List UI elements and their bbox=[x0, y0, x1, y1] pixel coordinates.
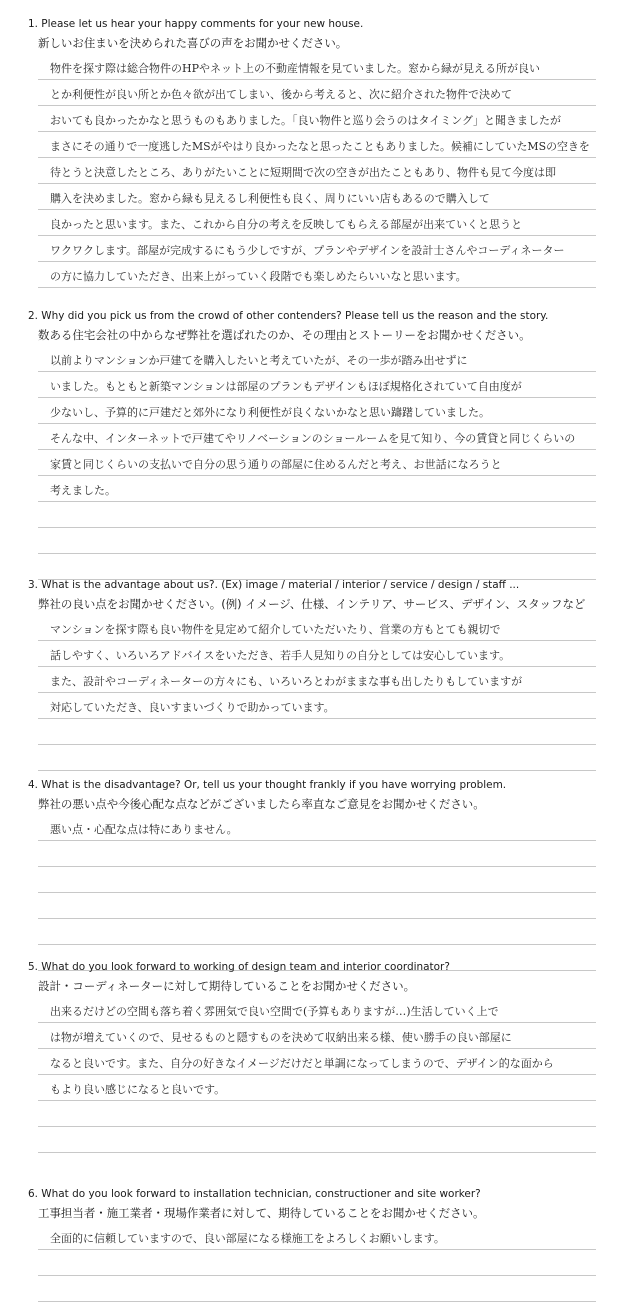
question-6 bbox=[28, 1182, 596, 1302]
handwritten-text: ワクワクします。部屋が完成するにもう少しですが、プランやデザインを設計士さんやコーディネーター bbox=[50, 244, 565, 257]
answer-line bbox=[38, 236, 596, 262]
handwritten-text: 良かったと思います。また、これから自分の考えを反映してもらえる部屋が出来ていくと思うと bbox=[50, 218, 523, 231]
question-6-english: 6. What do you look forward to installation technician, constructioner and site worker? bbox=[28, 1188, 481, 1200]
handwritten-text: 家賃と同じくらいの支払いで自分の思う通りの部屋に住めるんだと考え、お世話になろうと bbox=[50, 458, 502, 471]
answer-line bbox=[38, 1049, 596, 1075]
question-1 bbox=[28, 12, 596, 288]
handwritten-text: 少ないし、予算的に戸建だと郊外になり利便性が良くないかなと思い躊躇していました。 bbox=[50, 406, 490, 419]
handwritten-text: は物が増えていくので、見せるものと隠すものを決めて収納出来る様、使い勝手の良い部屋に bbox=[50, 1031, 512, 1044]
answer-line bbox=[38, 745, 596, 771]
answer-line bbox=[38, 346, 596, 372]
answer-line bbox=[38, 615, 596, 641]
answer-line bbox=[38, 476, 596, 502]
answer-line bbox=[38, 1224, 596, 1250]
answer-line bbox=[38, 1075, 596, 1101]
question-3-english: 3. What is the advantage about us?. (Ex) image / material / interior / service / design / staff ... bbox=[28, 579, 520, 591]
answer-line bbox=[38, 919, 596, 945]
question-5-japanese: 設計・コーディネーターに対して期待していることをお聞かせください。 bbox=[38, 979, 416, 993]
answer-line bbox=[38, 106, 596, 132]
handwritten-text: 対応していただき、良いすまいづくりで助かっています。 bbox=[50, 701, 335, 714]
question-4-english: 4. What is the disadvantage? Or, tell us your thought frankly if you have worrying problem. bbox=[28, 779, 507, 791]
question-3-japanese: 弊社の良い点をお聞かせください。(例) イメージ、仕様、インテリア、サービス、デザイン、スタッフなど bbox=[38, 597, 586, 611]
answer-6-lines bbox=[38, 1224, 596, 1302]
answer-line bbox=[38, 893, 596, 919]
answer-line bbox=[38, 1023, 596, 1049]
handwritten-text: 話しやすく、いろいろアドバイスをいただき、若手人見知りの自分としては安心しています。 bbox=[50, 649, 511, 662]
answer-line bbox=[38, 667, 596, 693]
answer-line bbox=[38, 1276, 596, 1302]
handwritten-text: 待とうと決意したところ、ありがたいことに短期間で次の空きが出たこともあり、物件も見て今度は即 bbox=[50, 166, 556, 179]
answer-line bbox=[38, 398, 596, 424]
handwritten-text: おいても良かったかなと思うものもありました。「良い物件と巡り会うのはタイミング」と聞きましたが bbox=[50, 114, 562, 127]
handwritten-text: 悪い点・心配な点は特にありません。 bbox=[50, 823, 238, 836]
answer-3-lines bbox=[38, 615, 596, 771]
answer-line bbox=[38, 1250, 596, 1276]
answer-line bbox=[38, 158, 596, 184]
answer-line bbox=[38, 210, 596, 236]
answer-line bbox=[38, 641, 596, 667]
question-5-english: 5. What do you look forward to working of design team and interior coordinator? bbox=[28, 961, 450, 973]
question-5 bbox=[28, 955, 596, 1153]
answer-line bbox=[38, 841, 596, 867]
answer-4-lines bbox=[38, 815, 596, 971]
answer-line bbox=[38, 997, 596, 1023]
handwritten-text: また、設計やコーディネーターの方々にも、いろいろとわがままな事も出したりもしていますが bbox=[50, 675, 523, 688]
handwritten-text: マンションを探す際も良い物件を見定めて紹介していただいたり、営業の方もとても親切で bbox=[50, 623, 501, 636]
question-6-japanese: 工事担当者・施工業者・現場作業者に対して、期待していることをお聞かせください。 bbox=[38, 1206, 485, 1220]
answer-line bbox=[38, 262, 596, 288]
question-4-japanese: 弊社の悪い点や今後心配な点などがございましたら率直なご意見をお聞かせください。 bbox=[38, 797, 485, 811]
answer-line bbox=[38, 1101, 596, 1127]
answer-5-lines bbox=[38, 997, 596, 1153]
handwritten-text: まさにその通りで一度逃したMSがやはり良かったなと思ったこともありました。候補にしていたMSの空きを bbox=[50, 140, 590, 153]
answer-line bbox=[38, 693, 596, 719]
handwritten-text: 全面的に信頼していますので、良い部屋になる様施工をよろしくお願いします。 bbox=[50, 1232, 445, 1245]
question-3 bbox=[28, 573, 596, 771]
answer-line bbox=[38, 424, 596, 450]
handwritten-text: とか利便性が良い所とか色々欲が出てしまい、後から考えると、次に紹介された物件で決めて bbox=[50, 88, 512, 101]
handwritten-text: 以前よりマンションか戸建てを購入したいと考えていたが、その一歩が踏み出せずに bbox=[50, 354, 468, 367]
handwritten-text: 購入を決めました。窓から緑も見えるし利便性も良く、周りにいい店もあるので購入して bbox=[50, 192, 490, 205]
answer-line bbox=[38, 372, 596, 398]
answer-line bbox=[38, 80, 596, 106]
answer-line bbox=[38, 502, 596, 528]
question-1-japanese: 新しいお住まいを決められた喜びの声をお聞かせください。 bbox=[38, 36, 348, 50]
question-4 bbox=[28, 773, 596, 971]
handwritten-text: なると良いです。また、自分の好きなイメージだけだと単調になってしまうので、デザイン的な面から bbox=[50, 1057, 554, 1070]
handwritten-text: そんな中、インターネットで戸建てやリノベーションのショールームを見て知り、今の賃貸と同じくらいの bbox=[50, 432, 576, 445]
handwritten-text: 物件を探す際は総合物件のHPやネット上の不動産情報を見ていました。窓から緑が見える所が良い bbox=[50, 62, 540, 75]
answer-line bbox=[38, 815, 596, 841]
answer-line bbox=[38, 1127, 596, 1153]
answer-line bbox=[38, 867, 596, 893]
answer-1-lines bbox=[38, 54, 596, 288]
answer-line bbox=[38, 719, 596, 745]
answer-line bbox=[38, 450, 596, 476]
answer-line bbox=[38, 132, 596, 158]
question-2 bbox=[28, 304, 596, 580]
handwritten-text: の方に協力していただき、出来上がっていく段階でも楽しめたらいいなと思います。 bbox=[50, 270, 467, 283]
answer-line bbox=[38, 184, 596, 210]
handwritten-text: 出来るだけどの空間も落ち着く雰囲気で良い空間で(予算もありますが…)生活していく上で bbox=[50, 1005, 499, 1018]
answer-2-lines bbox=[38, 346, 596, 580]
handwritten-text: もより良い感じになると良いです。 bbox=[50, 1083, 226, 1096]
answer-line bbox=[38, 54, 596, 80]
question-2-english: 2. Why did you pick us from the crowd of other contenders? Please tell us the reason and the story. bbox=[28, 310, 549, 322]
handwritten-text: 考えました。 bbox=[50, 484, 116, 497]
handwritten-text: いました。もともと新築マンションは部屋のプランもデザインもほぼ規格化されていて自由度が bbox=[50, 380, 522, 393]
question-1-english: 1. Please let us hear your happy comments for your new house. bbox=[28, 18, 364, 30]
answer-line bbox=[38, 528, 596, 554]
question-2-japanese: 数ある住宅会社の中からなぜ弊社を選ばれたのか、その理由とストーリーをお聞かせください。 bbox=[38, 328, 531, 342]
